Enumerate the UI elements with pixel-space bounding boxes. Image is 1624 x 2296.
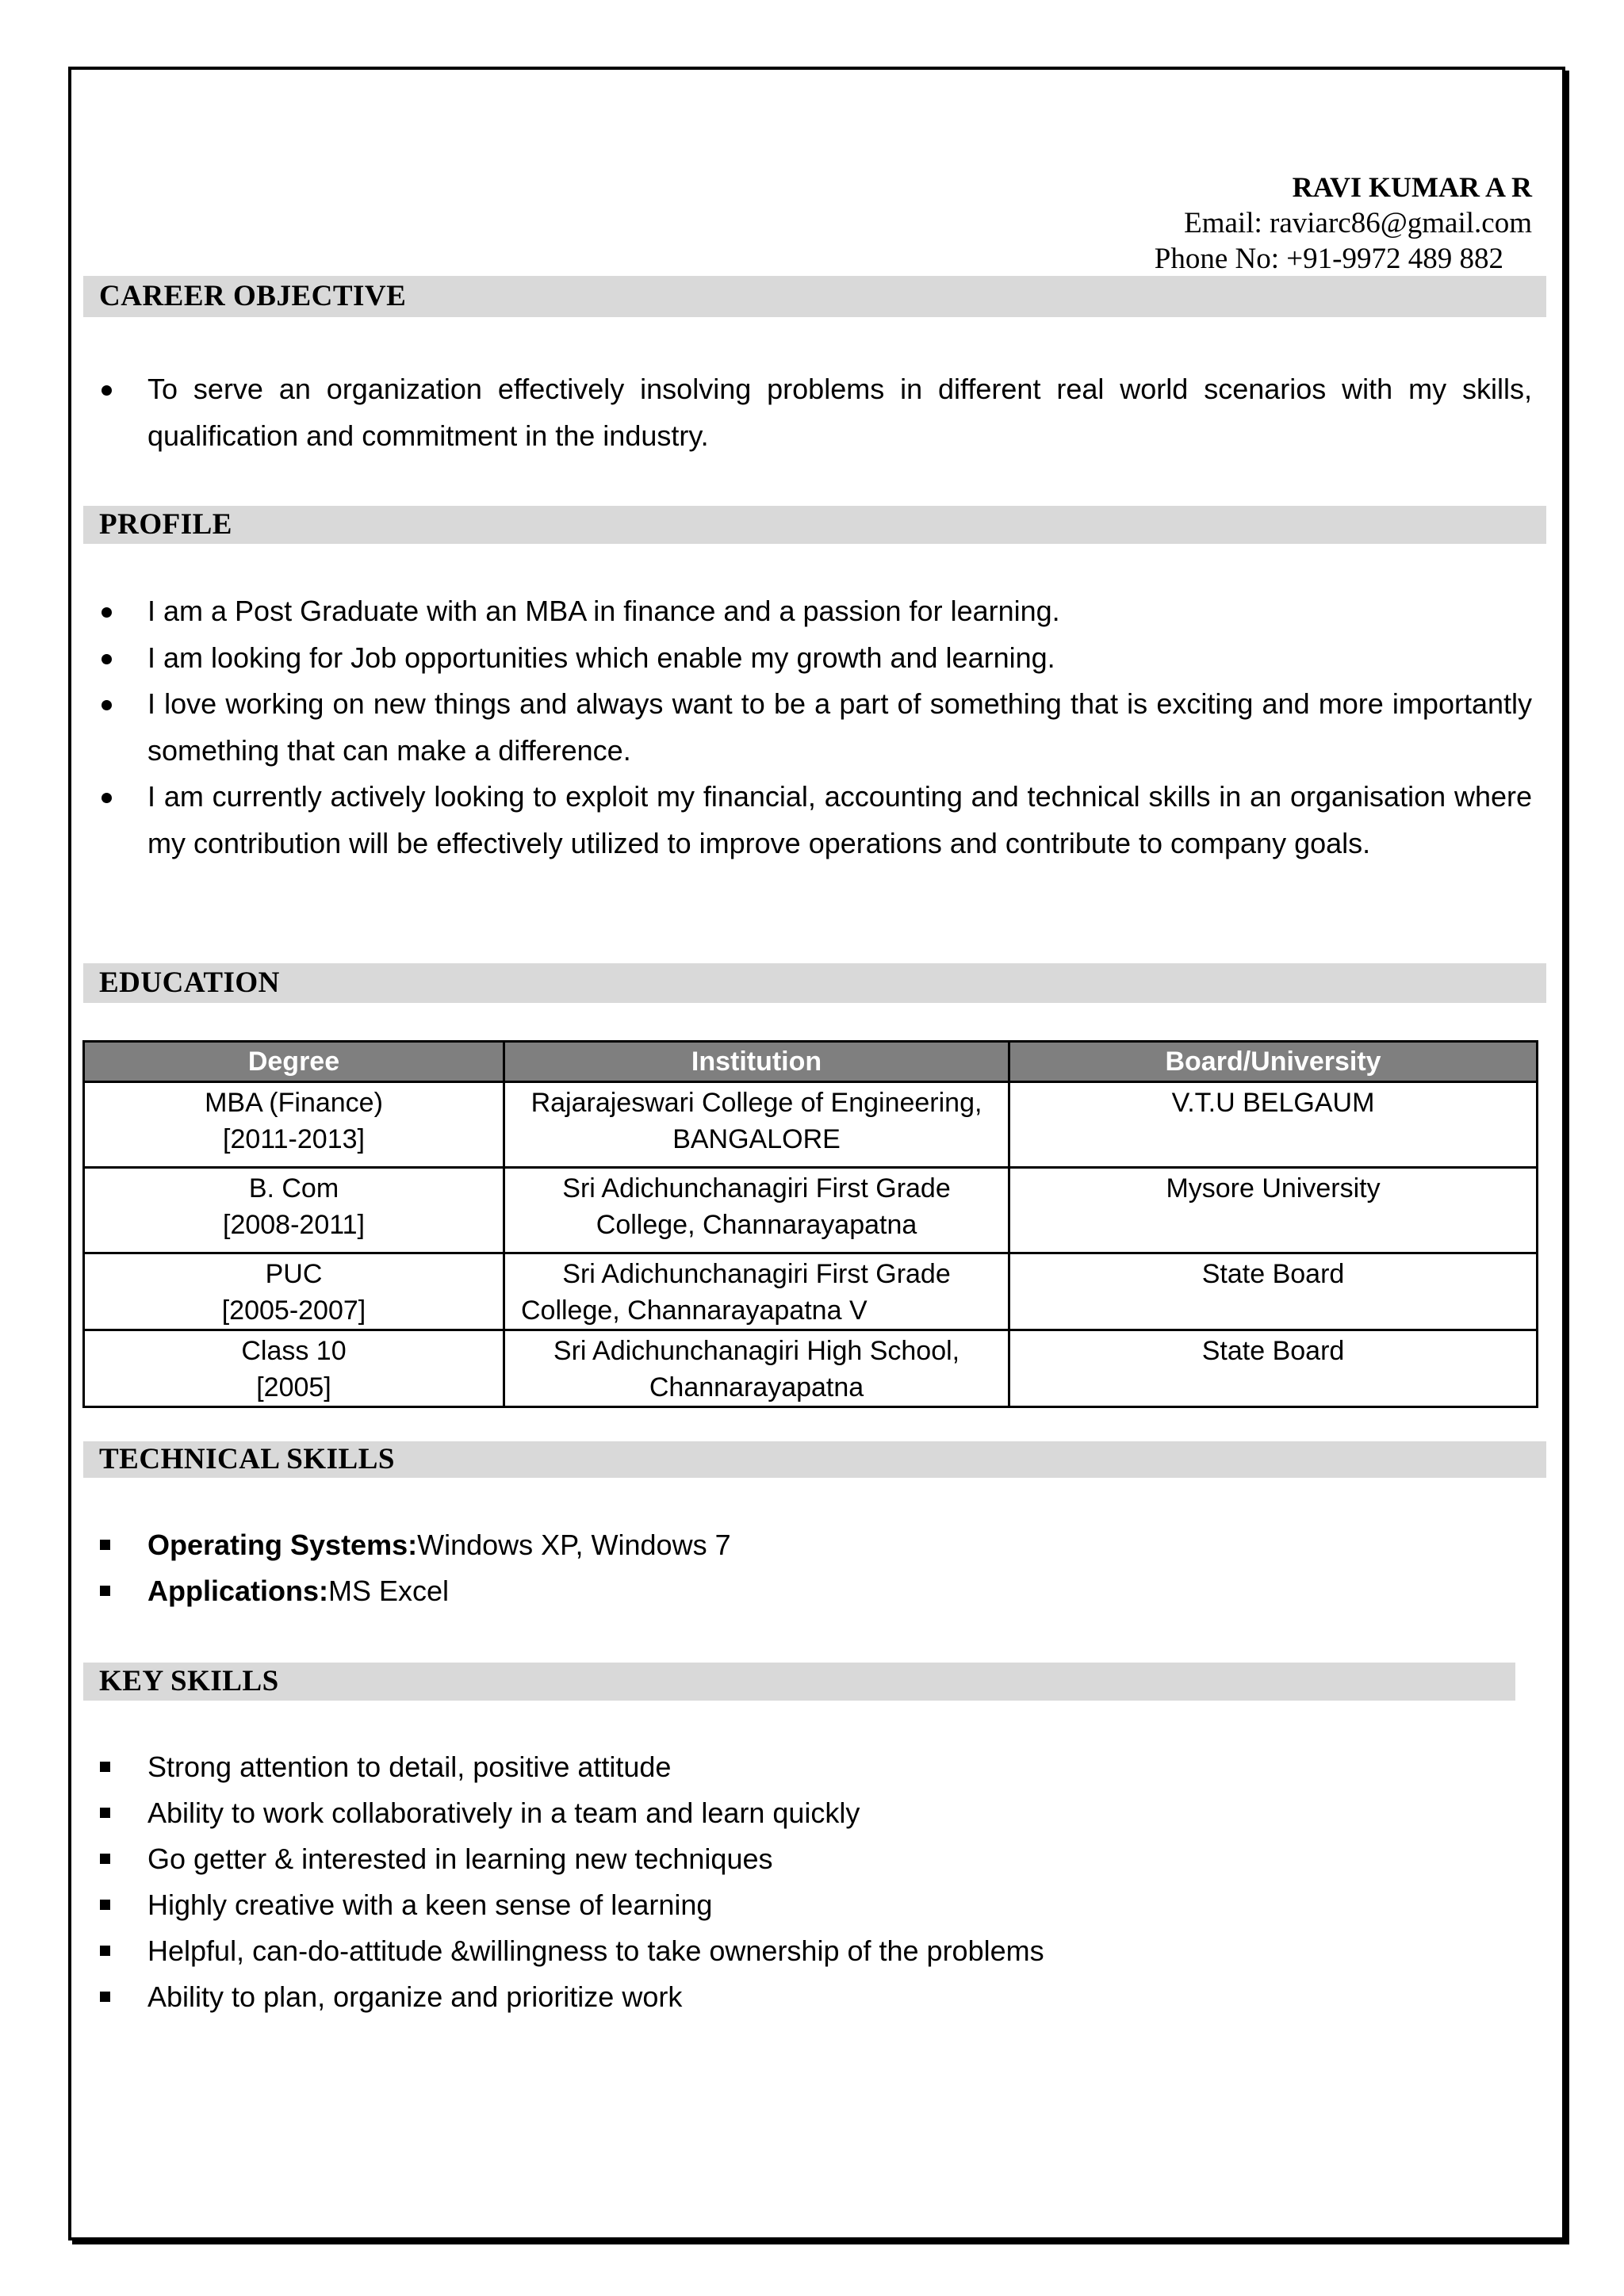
- skill-label: Operating Systems:: [147, 1529, 418, 1561]
- institution-line: BANGALORE: [672, 1124, 841, 1154]
- list-item: [87, 681, 1532, 774]
- table-row: [84, 1168, 1538, 1253]
- section-heading-career-objective: CAREER OBJECTIVE: [83, 276, 1546, 317]
- square-bullet-icon: [100, 1946, 110, 1956]
- candidate-name: RAVI KUMAR A R: [1292, 171, 1532, 203]
- list-item: [87, 1790, 1532, 1836]
- degree-cell: [84, 1253, 504, 1330]
- key-skill-text: Helpful, can-do-attitude &willingness to take ownership of the problems: [147, 1934, 1044, 1967]
- section-heading-technical-skills: TECHNICAL SKILLS: [83, 1441, 1546, 1478]
- institution-cell: [504, 1253, 1009, 1330]
- degree-cell: [84, 1082, 504, 1168]
- list-item: [87, 1882, 1532, 1928]
- degree-name: B. Com: [248, 1173, 339, 1203]
- bullet-icon: [102, 700, 112, 710]
- bullet-icon: [102, 793, 112, 803]
- degree-cell: [84, 1330, 504, 1407]
- square-bullet-icon: [100, 1586, 110, 1596]
- table-row: [84, 1253, 1538, 1330]
- career-objective-text: To serve an organization effectively insolving problems in different real world scenarios with my skills, qualification and commitment in the industry.: [147, 373, 1532, 452]
- square-bullet-icon: [100, 1900, 110, 1910]
- profile-text: I am looking for Job opportunities which enable my growth and learning.: [147, 641, 1055, 674]
- degree-years: [2005]: [256, 1372, 331, 1402]
- degree-name: MBA (Finance): [205, 1088, 383, 1118]
- institution-line: College, Channarayapatna V: [520, 1295, 868, 1326]
- board-cell: State Board: [1009, 1253, 1538, 1330]
- degree-years: [2011-2013]: [223, 1124, 365, 1154]
- key-skill-text: Ability to plan, organize and prioritize work: [147, 1980, 683, 2013]
- institution-line: Sri Adichunchanagiri First Grade: [562, 1173, 951, 1203]
- board-cell: State Board: [1009, 1330, 1538, 1407]
- skill-value: MS Excel: [328, 1575, 450, 1607]
- bullet-icon: [102, 385, 112, 396]
- skill-label: Applications:: [147, 1575, 329, 1607]
- institution-cell: [504, 1082, 1009, 1168]
- contact-email: Email: raviarc86@gmail.com: [1184, 207, 1532, 239]
- institution-line: College, Channarayapatna: [596, 1210, 917, 1240]
- list-item: [87, 1744, 1532, 1790]
- degree-years: [2005-2007]: [221, 1295, 366, 1326]
- profile-text: I am a Post Graduate with an MBA in finance and a passion for learning.: [147, 595, 1060, 627]
- square-bullet-icon: [100, 1854, 110, 1864]
- profile-text: I am currently actively looking to exploit my financial, accounting and technical skills in an organisation where my contribution will be effectively utilized to improve operations and contribute to company goals.: [147, 780, 1532, 859]
- square-bullet-icon: [100, 1808, 110, 1818]
- bullet-icon: [102, 607, 112, 618]
- list-item: [87, 1836, 1532, 1882]
- list-item: [87, 635, 1532, 682]
- institution-cell: [504, 1330, 1009, 1407]
- degree-name: Class 10: [241, 1336, 347, 1366]
- square-bullet-icon: [100, 1540, 110, 1550]
- institution-cell: [504, 1168, 1009, 1253]
- profile-text: I love working on new things and always want to be a part of something that is exciting and more importantly something that can make a difference.: [147, 687, 1532, 767]
- institution-line: Rajarajeswari College of Engineering,: [530, 1088, 982, 1118]
- institution-line: Sri Adichunchanagiri First Grade: [562, 1259, 951, 1289]
- key-skill-text: Strong attention to detail, positive attitude: [147, 1751, 672, 1783]
- institution-line: Sri Adichunchanagiri High School,: [553, 1336, 960, 1366]
- table-row: [84, 1330, 1538, 1407]
- section-heading-education: EDUCATION: [83, 963, 1546, 1003]
- list-item: [87, 366, 1532, 459]
- list-item: [87, 1928, 1532, 1974]
- bullet-icon: [102, 654, 112, 664]
- technical-skills-list: [87, 1522, 1532, 1614]
- list-item: [87, 1568, 1532, 1614]
- column-header-degree: Degree: [84, 1042, 504, 1082]
- section-heading-profile: PROFILE: [83, 506, 1546, 544]
- degree-name: PUC: [265, 1259, 323, 1289]
- skill-value: Windows XP, Windows 7: [417, 1529, 731, 1561]
- profile-list: [87, 588, 1532, 867]
- square-bullet-icon: [100, 1992, 110, 2002]
- list-item: [87, 774, 1532, 867]
- key-skill-text: Ability to work collaboratively in a team and learn quickly: [147, 1797, 860, 1829]
- contact-phone: Phone No: +91-9972 489 882: [1154, 243, 1503, 275]
- board-cell: Mysore University: [1009, 1168, 1538, 1253]
- career-objective-list: [87, 366, 1532, 459]
- board-cell: V.T.U BELGAUM: [1009, 1082, 1538, 1168]
- list-item: [87, 588, 1532, 635]
- degree-cell: [84, 1168, 504, 1253]
- key-skill-text: Go getter & interested in learning new techniques: [147, 1843, 773, 1875]
- list-item: [87, 1522, 1532, 1568]
- column-header-institution: Institution: [504, 1042, 1009, 1082]
- section-heading-key-skills: KEY SKILLS: [83, 1663, 1515, 1701]
- square-bullet-icon: [100, 1762, 110, 1772]
- degree-years: [2008-2011]: [223, 1210, 365, 1240]
- table-row: [84, 1082, 1538, 1168]
- key-skill-text: Highly creative with a keen sense of learning: [147, 1888, 713, 1921]
- key-skills-list: [87, 1744, 1532, 2020]
- column-header-board: Board/University: [1009, 1042, 1538, 1082]
- table-header-row: [84, 1042, 1538, 1082]
- institution-line: Channarayapatna: [649, 1372, 864, 1402]
- education-table: [82, 1040, 1538, 1408]
- list-item: [87, 1974, 1532, 2020]
